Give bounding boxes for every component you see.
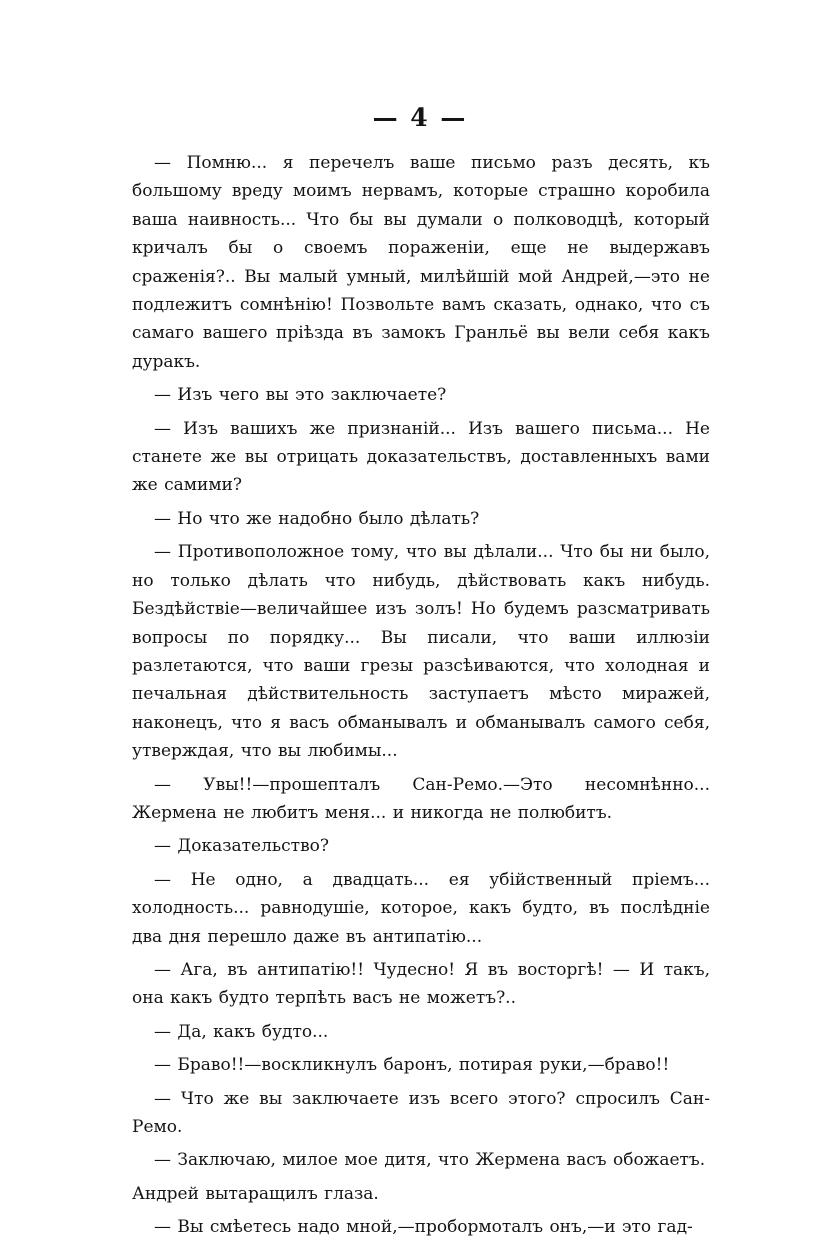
paragraph: Андрей вытаращилъ глаза. [132,1183,379,1204]
page-number: — 4 — [372,103,468,132]
paragraph: — Что же вы заключаете изъ всего этого? спросилъ Сан-Ремо. [132,1088,710,1137]
paragraph: — Увы!!—прошепталъ Сан-Ремо.—Это несомнѣнно... Жермена не любитъ меня... и никогда не полюбитъ. [132,774,710,823]
paragraph: — Противоположное тому, что вы дѣлали... Что бы ни было, но только дѣлать что нибудь, дѣйствовать какъ нибудь. Бездѣйствіе—величайшее изъ золъ! Но будемъ разсматривать вопросы по порядку... Вы писали, что ваши иллюзіи разлетаются, что ваши грезы разсѣиваются, что холодная и печальная дѣйствительность заступаетъ мѣсто миражей, наконецъ, что я васъ обманывалъ и обманывалъ самого себя, утверждая, что вы любимы... [132,542,710,762]
paragraph: — Не одно, а двадцать... ея убійственный пріемъ... холодность... равнодушіе, которое, какъ будто, въ послѣдніе два дня перешло даже въ антипатію... [132,869,710,947]
body-text [132,149,710,1247]
paragraph: — Изъ вашихъ же признаній... Изъ вашего письма... Не станете же вы отрицать доказательствъ, доставленныхъ вами же самими? [132,418,710,496]
paragraph: — Доказательство? [154,836,329,857]
paragraph: — Да, какъ будто... [154,1021,329,1042]
paragraph: — Браво!!—воскликнулъ баронъ, потирая руки,—браво!! [154,1055,670,1076]
paragraph: — Но что же надобно было дѣлать? [154,508,480,529]
paragraph: — Ага, въ антипатію!! Чудесно! Я въ восторгѣ! — И такъ, она какъ будто терпѣть васъ не можетъ?.. [132,959,710,1009]
paragraph: — Заключаю, милое мое дитя, что Жермена васъ обожаетъ. [154,1150,706,1171]
paragraph: — Вы смѣетесь надо мной,—пробормоталъ онъ,—и это гад- [154,1217,693,1238]
paragraph: — Изъ чего вы это заключаете? [154,385,447,406]
paragraph: — Помню... я перечелъ ваше письмо разъ десять, къ большому вреду моимъ нервамъ, которые страшно коробила ваша наивность... Что бы вы думали о полководцѣ, который кричалъ бы о своемъ пораженіи, еще не выдержавъ сраженія?.. Вы малый умный, милѣйшій мой Андрей,—это не подлежитъ сомнѣнію! Позвольте вамъ сказать, однако, что съ самаго вашего пріѣзда въ замокъ Гранльё вы вели себя какъ дуракъ. [132,153,710,372]
